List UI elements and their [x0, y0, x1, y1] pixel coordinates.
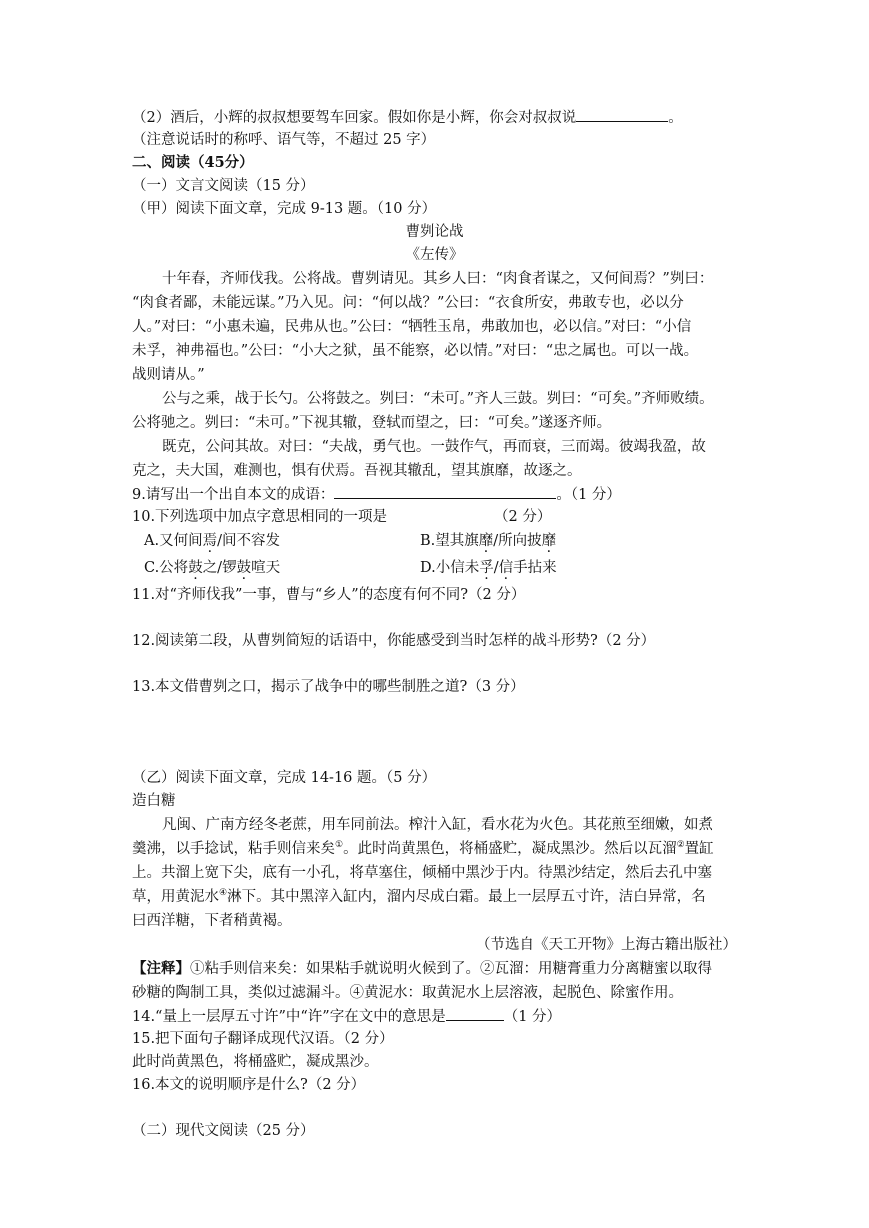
note-label: 【注释】 — [132, 960, 190, 977]
question-13: 13.本文借曹刿之口，揭示了战争中的哪些制胜之道?（3 分） — [132, 679, 525, 695]
question-15: 15.把下面句子翻译成现代汉语。（2 分） — [132, 1031, 394, 1047]
question-9: 9.请写出一个出自本文的成语： 。（1 分） — [132, 484, 621, 505]
note-line2: 砂糖的陶制工具，类似过滤漏斗。④黄泥水：取黄泥水上层溶液，起脱色、除蜜作用。 — [132, 985, 683, 1001]
jia-p1-line5: 战则请从。” — [132, 367, 205, 383]
part-1-title: （一）文言文阅读（15 分） — [132, 178, 315, 194]
q9-answer-blank[interactable] — [334, 484, 556, 499]
jia-p3-line2: 克之，夫大国，难测也，惧有伏焉。吾视其辙乱，望其旗靡，故逐之。 — [132, 463, 582, 479]
question-11: 11.对“齐师伐我”一事，曹与“乡人”的态度有何不同?（2 分） — [132, 587, 526, 603]
emphasis-dot-char: 鼓 — [236, 560, 252, 576]
yi-title: 造白糖 — [132, 793, 176, 809]
q8-2-answer-blank[interactable] — [576, 107, 668, 122]
emphasis-dot-char: 靡 — [478, 533, 494, 549]
yi-line2: 羹沸，以手捻试，粘手则信来矣①。此时尚黄黑色，将桶盛贮，凝成黑沙。然后以瓦溜②置缸 — [132, 840, 714, 857]
footnote-4: ④ — [219, 888, 228, 899]
article-source: 《左传》 — [405, 247, 464, 263]
yi-line5: 曰西洋糖，下者稍黄褐。 — [132, 913, 292, 929]
jia-p1-line4: 未孚，神弗福也。”公曰：“小大之狱，虽不能察，必以情。”对曰：“忠之属也。可以一战。 — [132, 343, 699, 359]
part-2-title: （二）现代文阅读（25 分） — [132, 1123, 315, 1139]
q14-answer-blank[interactable] — [446, 1006, 504, 1021]
question-14: 14.“量上一层厚五寸许”中“许”字在文中的意思是 （1 分） — [132, 1006, 561, 1027]
q10-option-c[interactable]: C.公将鼓之/锣鼓喧天 — [144, 560, 281, 576]
yi-line1: 凡闽、广南方经冬老蔗，用车同前法。榨汁入缸，看水花为火色。其花煎至细嫩，如煮 — [162, 817, 713, 833]
jia-intro: （甲）阅读下面文章，完成 9-13 题。（10 分） — [132, 201, 437, 217]
q10-option-d[interactable]: D.小信未孚/信手拈来 — [420, 560, 557, 576]
emphasis-dot-char: 孚 — [479, 560, 494, 576]
yi-line4: 草，用黄泥水④淋下。其中黑滓入缸内，溜内尽成白霜。最上一层厚五寸许，洁白异常，名 — [132, 888, 706, 905]
q15-sentence: 此时尚黄黑色，将桶盛贮，凝成黑沙。 — [132, 1054, 379, 1070]
jia-p1-line2: “肉食者鄙，未能远谋。”乃入见。问：“何以战？”公曰：“衣食所安，弗敢专也，必以分 — [132, 295, 684, 311]
footnote-2: ② — [676, 840, 685, 851]
q10-option-b[interactable]: B.望其旗靡/所向披靡 — [420, 533, 557, 549]
article-title: 曹刿论战 — [405, 224, 464, 240]
question-12: 12.阅读第二段，从曹刿简短的话语中，你能感受到当时怎样的战斗形势?（2 分） — [132, 633, 656, 649]
section-2-title: 二、阅读（45分） — [132, 154, 254, 171]
emphasis-dot-char: 鼓 — [188, 560, 203, 576]
note-line1: 【注释】①粘手则信来矣：如果粘手就说明火候到了。②瓦溜：用糖膏重力分离糖蜜以取得 — [132, 960, 712, 977]
q8-2-line1: （2）酒后，小辉的叔叔想要驾车回家。假如你是小辉，你会对叔叔说 。 — [132, 107, 683, 128]
question-16: 16.本文的说明顺序是什么?（2 分） — [132, 1077, 366, 1093]
emphasis-dot-char: 焉 — [202, 533, 218, 549]
jia-p1-line3: 人。”对曰：“小惠未遍，民弗从也。”公曰：“牺牲玉帛，弗敢加也，必以信。”对曰：“小信 — [132, 319, 692, 335]
q10-score: （2 分） — [494, 509, 552, 525]
footnote-1: ① — [335, 840, 344, 851]
jia-p1-line1: 十年春，齐师伐我。公将战。曹刿请见。其乡人曰：“肉食者谋之，又何间焉？”刿曰： — [162, 271, 714, 287]
yi-line3: 上。共溜上宽下尖，底有一小孔，将草塞住，倾桶中黑沙于内。待黑沙结定，然后去孔中塞 — [132, 865, 712, 881]
jia-p2-line2: 公将驰之。刿曰：“未可。”下视其辙，登轼而望之，曰：“可矣。”遂逐齐师。 — [132, 415, 612, 431]
q10-option-a[interactable]: A.又何间焉/间不容发 — [144, 533, 280, 549]
yi-intro: （乙）阅读下面文章，完成 14-16 题。（5 分） — [132, 770, 437, 786]
q8-2-text: （2）酒后，小辉的叔叔想要驾车回家。假如你是小辉，你会对叔叔说 — [132, 110, 577, 126]
jia-p2-line1: 公与之乘，战于长勺。公将鼓之。刿曰：“未可。”齐人三鼓。刿曰：“可矣。”齐师败绩。 — [162, 391, 714, 407]
jia-p3-line1: 既克，公问其故。对曰：“夫战，勇气也。一鼓作气，再而衰，三而竭。彼竭我盈，故 — [162, 439, 706, 455]
emphasis-dot-char: 靡 — [541, 533, 557, 549]
q8-2-note: （注意说话时的称呼、语气等，不超过 25 字） — [132, 132, 436, 148]
yi-source: （节选自《天工开物》上海古籍出版社） — [476, 937, 737, 953]
emphasis-dot-char: 信 — [498, 560, 514, 576]
question-10: 10.下列选项中加点字意思相同的一项是 — [132, 509, 388, 525]
